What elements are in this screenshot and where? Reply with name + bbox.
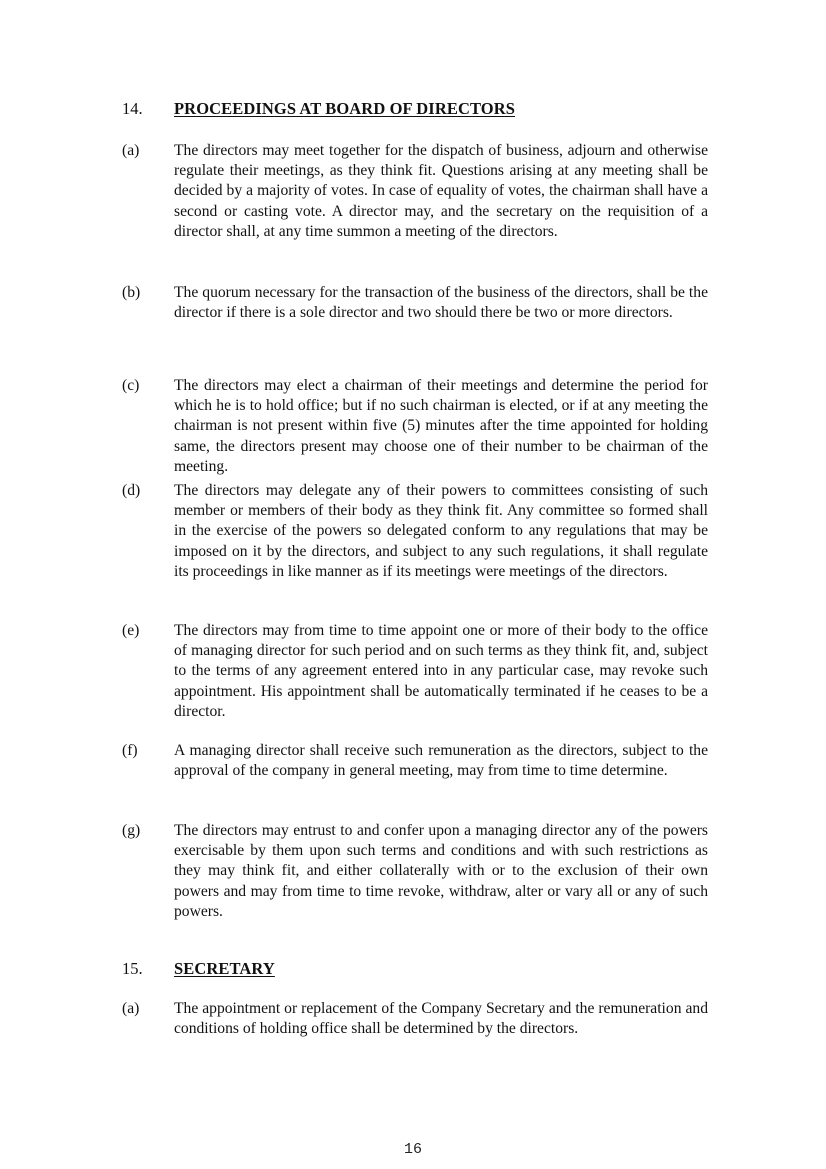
- clause-text: The directors may delegate any of their powers to committees consisting of such member or members of their body as they think fit. Any committee so formed shall in the exercise of the powers so delegated conform to any regulations that may be imposed on it by the directors, and subject to any such regulations, it shall regulate its proceedings in like manner as if its meetings were meetings of the directors.: [174, 482, 708, 580]
- clause-14-f: [122, 741, 708, 781]
- clause-14-d: [122, 481, 708, 582]
- section-title: PROCEEDINGS AT BOARD OF DIRECTORS: [174, 99, 516, 118]
- clause-text: The quorum necessary for the transaction of the business of the directors, shall be the director if there is a sole director and two should there be two or more directors.: [174, 284, 708, 322]
- clause-text: The appointment or replacement of the Company Secretary and the remuneration and conditions of holding office shall be determined by the directors.: [174, 1000, 708, 1038]
- section-number: 14.: [122, 99, 143, 118]
- clause-label: (f): [122, 742, 138, 759]
- clause-label: (g): [122, 822, 141, 839]
- clause-15-a: [122, 999, 708, 1039]
- clause-text: The directors may entrust to and confer upon a managing director any of the powers exercisable by them upon such terms and conditions and with such restrictions as they may think fit, and either collaterally with or to the exclusion of their own powers and may from time to time revoke, withdraw, alter or vary all or any of such powers.: [174, 822, 708, 920]
- clause-label: (d): [122, 482, 141, 499]
- clause-label: (a): [122, 142, 140, 159]
- clause-text: The directors may elect a chairman of their meetings and determine the period for which he is to hold office; but if no such chairman is elected, or if at any meeting the chairman is not present within five (5) minutes after the time appointed for holding same, the directors present may choose one of their number to be chairman of the meeting.: [174, 377, 708, 475]
- clause-text: The directors may from time to time appoint one or more of their body to the office of managing director for such period and on such terms as they think fit, and, subject to the terms of any agreement entered into in any particular case, may revoke such appointment. His appointment shall be automatically terminated if he ceases to be a director.: [174, 622, 708, 720]
- clause-14-g: [122, 821, 708, 922]
- clause-14-a: [122, 141, 708, 242]
- section-title: SECRETARY: [174, 959, 275, 978]
- clause-label: (a): [122, 1000, 140, 1017]
- clause-label: (e): [122, 622, 140, 639]
- clause-14-c: [122, 376, 708, 477]
- page-number: 16: [403, 1141, 422, 1158]
- clause-14-b: [122, 283, 708, 323]
- clause-label: (b): [122, 284, 141, 301]
- clause-14-e: [122, 621, 708, 722]
- section-number: 15.: [122, 959, 143, 978]
- clause-text: A managing director shall receive such remuneration as the directors, subject to the approval of the company in general meeting, may from time to time determine.: [174, 742, 708, 780]
- clause-text: The directors may meet together for the dispatch of business, adjourn and otherwise regulate their meetings, as they think fit. Questions arising at any meeting shall be decided by a majority of votes. In case of equality of votes, the chairman shall have a second or casting vote. A director may, and the secretary on the requisition of a director shall, at any time summon a meeting of the directors.: [174, 142, 708, 240]
- clause-label: (c): [122, 377, 140, 394]
